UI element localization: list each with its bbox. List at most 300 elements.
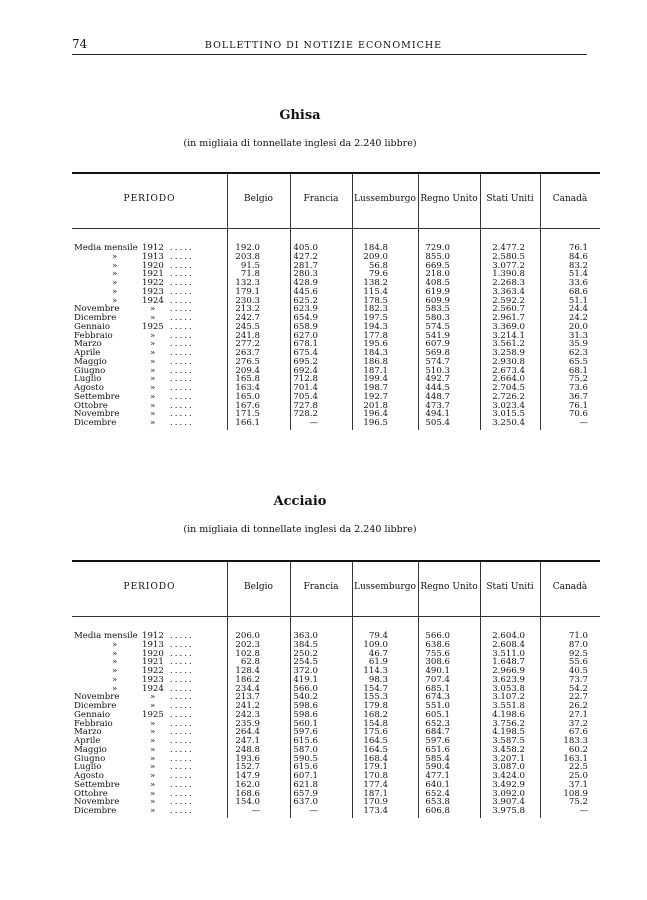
row-year: » [150,383,156,393]
cell-lussemburgo: 195.6 [363,339,388,350]
cell-francia: 705.4 [293,391,318,402]
row-period-label: Agosto [74,383,104,393]
table-top-rule [72,560,600,562]
cell-regno-unito: 566.0 [425,631,450,641]
running-head: BOLLETTINO DI NOTIZIE ECONOMICHE [204,40,443,51]
leader-dots: ..... [170,313,194,323]
cell-lussemburgo: 46.7 [368,648,388,659]
row-period-label: Novembre [74,797,120,808]
cell-canada: 31.3 [568,330,588,341]
leader-dots: ..... [170,788,194,799]
cell-lussemburgo: 79.6 [368,269,388,280]
cell-canada: 75.2 [568,797,588,808]
cell-regno-unito: 619.9 [425,286,450,297]
row-period-label: Luglio [74,762,102,773]
leader-dots: ..... [170,400,194,411]
cell-lussemburgo: 79.4 [368,631,388,641]
row-year: » [150,806,156,816]
cell-francia: 615.6 [293,736,318,746]
row-year: » [150,418,156,428]
column-header-periodo: PERIODO [123,582,176,592]
cell-francia: 363.0 [293,631,318,641]
cell-belgio: 102.8 [235,648,260,659]
cell-francia: 675.4 [293,348,318,358]
cell-belgio: 242.7 [235,313,260,323]
row-year: » [150,365,156,376]
leader-dots: ..... [170,409,194,420]
leader-dots: ..... [170,744,194,755]
cell-lussemburgo: 154.8 [363,718,388,729]
cell-lussemburgo: 182.3 [363,304,388,315]
cell-belgio: 230.3 [235,295,260,306]
cell-belgio: 241.8 [235,330,260,341]
row-period-label: Febbraio [74,718,113,729]
cell-belgio: 165.8 [235,374,260,385]
cell-canada: 163.1 [563,753,588,764]
row-year: 1921 [142,269,164,280]
cell-regno-unito: 477.1 [425,771,450,781]
cell-canada: 33.6 [568,278,588,288]
cell-canada: 108.9 [563,788,588,799]
cell-lussemburgo: 164.5 [363,744,388,755]
cell-lussemburgo: 109.0 [363,639,388,650]
row-period-label: Ottobre [74,400,108,411]
cell-regno-unito: 597.6 [425,736,450,746]
cell-stati-uniti: 3.623.9 [492,674,525,685]
cell-stati-uniti: 3.077.2 [492,260,525,271]
cell-francia: 590.5 [293,753,318,764]
cell-regno-unito: 605.1 [425,709,450,720]
cell-canada: 68.6 [568,286,588,297]
cell-francia: — [309,418,318,428]
cell-stati-uniti: 1.390.8 [492,269,525,280]
cell-lussemburgo: 115.4 [363,286,388,297]
cell-canada: 87.0 [568,639,588,650]
cell-francia: 428.9 [293,278,318,288]
cell-belgio: 203.8 [235,251,260,262]
cell-regno-unito: 855.0 [425,251,450,262]
cell-lussemburgo: 201.8 [363,400,388,411]
row-year: 1925 [142,709,164,720]
row-period-label: Aprile [74,736,101,746]
cell-belgio: 248.8 [235,744,260,755]
cell-stati-uniti: 3.458.2 [492,744,525,755]
cell-belgio: 154.0 [235,797,260,808]
cell-belgio: 234.4 [235,683,260,694]
cell-lussemburgo: 179.1 [363,762,388,773]
leader-dots: ..... [170,304,194,315]
leader-dots: ..... [170,295,194,306]
cell-canada: 75.2 [568,374,588,385]
cell-francia: 598.6 [293,709,318,720]
leader-dots: ..... [170,330,194,341]
cell-lussemburgo: 196.5 [363,418,388,428]
cell-regno-unito: 473.7 [425,400,450,411]
row-period-label: Maggio [74,356,107,367]
table-ghisa [72,172,600,434]
cell-regno-unito: 607.9 [425,339,450,350]
row-year: » [150,727,156,738]
cell-stati-uniti: 2.604.0 [492,631,525,641]
cell-regno-unito: 638.6 [425,639,450,650]
cell-belgio: 241.2 [235,701,260,711]
cell-canada: 84.6 [568,251,588,262]
cell-lussemburgo: 178.5 [363,295,388,306]
table-title-acciaio: Acciaio [273,494,327,509]
cell-belgio: 168.6 [235,788,260,799]
cell-stati-uniti: 3.207.1 [492,753,525,764]
column-header-periodo: PERIODO [123,194,176,204]
cell-lussemburgo: 114.3 [363,666,388,676]
cell-belgio: 71.8 [240,269,260,280]
cell-belgio: 128.4 [235,666,260,676]
column-header-canada: Canadà [552,194,588,204]
table-title-ghisa: Ghisa [279,108,321,123]
cell-lussemburgo: 177.8 [363,330,388,341]
cell-stati-uniti: 2.726.2 [492,391,525,402]
cell-stati-uniti: 3.015.5 [492,409,525,420]
cell-canada: 37.2 [568,718,588,729]
cell-canada: 68.1 [568,365,588,376]
row-year: 1924 [142,683,164,694]
leader-dots: ..... [170,383,194,393]
cell-belgio: 91.5 [240,260,260,271]
leader-dots: ..... [170,657,194,668]
cell-francia: 658.9 [293,321,318,332]
row-period-label: » [112,251,118,262]
cell-stati-uniti: 3.975.8 [492,806,525,816]
leader-dots: ..... [170,243,194,253]
cell-regno-unito: 669.5 [425,260,450,271]
cell-canada: 24.4 [568,304,588,315]
row-period-label: Dicembre [74,701,117,711]
cell-belgio: 132.3 [235,278,260,288]
cell-canada: 24.2 [568,313,588,323]
cell-stati-uniti: 3.214.1 [492,330,525,341]
cell-francia: 566.0 [293,683,318,694]
column-header-stati-uniti: Stati Uniti [486,582,534,592]
cell-lussemburgo: 184.3 [363,348,388,358]
leader-dots: ..... [170,374,194,385]
cell-regno-unito: 609.9 [425,295,450,306]
cell-regno-unito: 640.1 [425,779,450,790]
cell-francia: 615.6 [293,762,318,773]
cell-francia: 372.0 [293,666,318,676]
cell-lussemburgo: 170.8 [363,771,388,781]
row-period-label: Dicembre [74,313,117,323]
row-year: » [150,788,156,799]
cell-stati-uniti: 4.198.5 [492,727,525,738]
cell-belgio: 247.1 [235,736,260,746]
column-header-canada: Canadà [552,582,588,592]
cell-stati-uniti: 3.092.0 [492,788,525,799]
column-header-lussemburgo: Lussemburgo [354,194,416,204]
row-year: 1922 [142,278,164,288]
row-year: 1922 [142,666,164,676]
cell-stati-uniti: 2.268.3 [492,278,525,288]
cell-stati-uniti: 3.511.0 [492,648,525,659]
cell-belgio: 206.0 [235,631,260,641]
row-year: » [150,692,156,703]
row-year: » [150,374,156,385]
cell-lussemburgo: 199.4 [363,374,388,385]
cell-regno-unito: 494.1 [425,409,450,420]
cell-lussemburgo: 177.4 [363,779,388,790]
leader-dots: ..... [170,683,194,694]
cell-regno-unito: 590.4 [425,762,450,773]
row-period-label: Aprile [74,348,101,358]
cell-canada: 76.1 [568,400,588,411]
cell-stati-uniti: 3.424.0 [492,771,525,781]
cell-canada: 36.7 [568,391,588,402]
cell-regno-unito: 574.5 [425,321,450,332]
cell-stati-uniti: 3.756.2 [492,718,525,729]
row-period-label: » [112,269,118,280]
row-year: » [150,762,156,773]
leader-dots: ..... [170,339,194,350]
cell-lussemburgo: 194.3 [363,321,388,332]
cell-canada: — [579,806,588,816]
column-header-belgio: Belgio [244,194,273,204]
cell-francia: 728.2 [293,409,318,420]
cell-belgio: — [251,806,260,816]
row-year: 1912 [142,243,164,253]
row-year: » [150,753,156,764]
leader-dots: ..... [170,666,194,676]
cell-canada: 51.1 [568,295,588,306]
cell-canada: 92.5 [568,648,588,659]
cell-francia: 384.5 [293,639,318,650]
cell-canada: 26.2 [568,701,588,711]
cell-lussemburgo: 98.3 [368,674,388,685]
cell-stati-uniti: 3.363.4 [492,286,525,297]
row-year: » [150,330,156,341]
row-year: » [150,744,156,755]
cell-lussemburgo: 175.6 [363,727,388,738]
cell-belgio: 263.7 [235,348,260,358]
row-period-label: » [112,295,118,306]
cell-lussemburgo: 196.4 [363,409,388,420]
cell-francia: 621.8 [293,779,318,790]
cell-canada: 60.2 [568,744,588,755]
cell-belgio: 179.1 [235,286,260,297]
leader-dots: ..... [170,356,194,367]
cell-canada: 51.4 [568,269,588,280]
leader-dots: ..... [170,365,194,376]
cell-stati-uniti: 3.907.4 [492,797,525,808]
cell-stati-uniti: 2.608.4 [492,639,525,650]
cell-stati-uniti: 2.966.9 [492,666,525,676]
cell-regno-unito: 684.7 [425,727,450,738]
column-header-francia: Francia [303,194,339,204]
cell-regno-unito: 510.3 [425,365,450,376]
cell-francia: 587.0 [293,744,318,755]
leader-dots: ..... [170,779,194,790]
leader-dots: ..... [170,806,194,816]
row-period-label: Agosto [74,771,104,781]
cell-stati-uniti: 2.704.5 [492,383,525,393]
cell-belgio: 193.6 [235,753,260,764]
leader-dots: ..... [170,260,194,271]
cell-belgio: 245.5 [235,321,260,332]
leader-dots: ..... [170,718,194,729]
row-year: 1925 [142,321,164,332]
cell-regno-unito: 569.8 [425,348,450,358]
leader-dots: ..... [170,797,194,808]
cell-stati-uniti: 3.369.0 [492,321,525,332]
cell-lussemburgo: 184.8 [363,243,388,253]
row-year: 1923 [142,674,164,685]
cell-stati-uniti: 3.587.5 [492,736,525,746]
cell-stati-uniti: 3.250.4 [492,418,525,428]
cell-canada: 22.5 [568,762,588,773]
cell-francia: 678.1 [293,339,318,350]
row-year: » [150,400,156,411]
cell-canada: 54.2 [568,683,588,694]
cell-canada: 73.7 [568,674,588,685]
cell-lussemburgo: 179.8 [363,701,388,711]
row-period-label: Media mensile [74,631,138,641]
leader-dots: ..... [170,753,194,764]
cell-regno-unito: 606.8 [425,806,450,816]
column-header-regno-unito: Regno Unito [420,582,478,592]
row-year: » [150,313,156,323]
cell-lussemburgo: 155.3 [363,692,388,703]
leader-dots: ..... [170,631,194,641]
cell-canada: 37.1 [568,779,588,790]
cell-regno-unito: 707.4 [425,674,450,685]
row-year: » [150,348,156,358]
column-header-francia: Francia [303,582,339,592]
cell-regno-unito: 652.4 [425,788,450,799]
row-period-label: Novembre [74,409,120,420]
row-period-label: Ottobre [74,788,108,799]
cell-stati-uniti: 2.930.8 [492,356,525,367]
row-year: » [150,356,156,367]
cell-regno-unito: 308.6 [425,657,450,668]
cell-canada: 25.0 [568,771,588,781]
cell-canada: 27.1 [568,709,588,720]
cell-canada: 73.6 [568,383,588,393]
table-subtitle-acciaio: (in migliaia di tonnellate inglesi da 2.240 libbre) [183,524,417,535]
cell-francia: 598.6 [293,701,318,711]
cell-belgio: 165.0 [235,391,260,402]
cell-regno-unito: 685.1 [425,683,450,694]
cell-stati-uniti: 2.664.0 [492,374,525,385]
row-year: » [150,701,156,711]
row-year: » [150,797,156,808]
row-period-label: Settembre [74,779,120,790]
cell-canada: 40.5 [568,666,588,676]
cell-lussemburgo: 187.1 [363,365,388,376]
cell-francia: 657.9 [293,788,318,799]
cell-belgio: 235.9 [235,718,260,729]
cell-stati-uniti: 3.087.0 [492,762,525,773]
cell-lussemburgo: 192.7 [363,391,388,402]
leader-dots: ..... [170,269,194,280]
leader-dots: ..... [170,701,194,711]
cell-francia: 560.1 [293,718,318,729]
cell-francia: 540.2 [293,692,318,703]
cell-stati-uniti: 3.258.9 [492,348,525,358]
cell-regno-unito: 444.5 [425,383,450,393]
cell-lussemburgo: 173.4 [363,806,388,816]
row-year: 1913 [142,251,164,262]
cell-francia: 695.2 [293,356,318,367]
row-period-label: » [112,278,118,288]
cell-canada: 35.9 [568,339,588,350]
cell-lussemburgo: 61.9 [368,657,388,668]
row-period-label: Media mensile [74,243,138,253]
cell-francia: 701.4 [293,383,318,393]
cell-francia: 625.2 [293,295,318,306]
table-header-rule [72,228,600,229]
row-period-label: Gennaio [74,321,111,332]
column-header-belgio: Belgio [244,582,273,592]
row-year: 1920 [142,260,164,271]
cell-regno-unito: 541.9 [425,330,450,341]
cell-regno-unito: 490.1 [425,666,450,676]
cell-stati-uniti: 3.023.4 [492,400,525,411]
table-row [72,419,600,428]
cell-francia: 445.6 [293,286,318,297]
cell-belgio: 264.4 [235,727,260,738]
leader-dots: ..... [170,251,194,262]
table-row [72,807,600,816]
cell-belgio: 163.4 [235,383,260,393]
cell-belgio: 166.1 [235,418,260,428]
column-header-lussemburgo: Lussemburgo [354,582,416,592]
row-period-label: Marzo [74,339,102,350]
header-rule [72,54,587,55]
cell-regno-unito: 651.6 [425,744,450,755]
cell-lussemburgo: 164.5 [363,736,388,746]
cell-belgio: 192.0 [235,243,260,253]
row-year: 1924 [142,295,164,306]
row-period-label: Dicembre [74,806,117,816]
cell-stati-uniti: 2.477.2 [492,243,525,253]
cell-stati-uniti: 2.961.7 [492,313,525,323]
cell-stati-uniti: 2.592.2 [492,295,525,306]
leader-dots: ..... [170,348,194,358]
cell-canada: 183.3 [563,736,588,746]
column-header-regno-unito: Regno Unito [420,194,478,204]
cell-stati-uniti: 1.648.7 [492,657,525,668]
leader-dots: ..... [170,771,194,781]
cell-francia: 654.9 [293,313,318,323]
cell-belgio: 147.9 [235,771,260,781]
cell-francia: 637.0 [293,797,318,808]
cell-regno-unito: 674.3 [425,692,450,703]
row-period-label: » [112,683,118,694]
row-period-label: » [112,648,118,659]
cell-belgio: 62.8 [240,657,260,668]
cell-belgio: 162.0 [235,779,260,790]
row-year: » [150,304,156,315]
cell-regno-unito: 505.4 [425,418,450,428]
cell-lussemburgo: 198.7 [363,383,388,393]
cell-lussemburgo: 197.5 [363,313,388,323]
row-period-label: Dicembre [74,418,117,428]
cell-regno-unito: 408.5 [425,278,450,288]
cell-belgio: 186.2 [235,674,260,685]
cell-francia: 281.7 [293,260,318,271]
row-period-label: » [112,674,118,685]
row-year: 1912 [142,631,164,641]
cell-regno-unito: 729.0 [425,243,450,253]
cell-canada: 22.7 [568,692,588,703]
leader-dots: ..... [170,727,194,738]
